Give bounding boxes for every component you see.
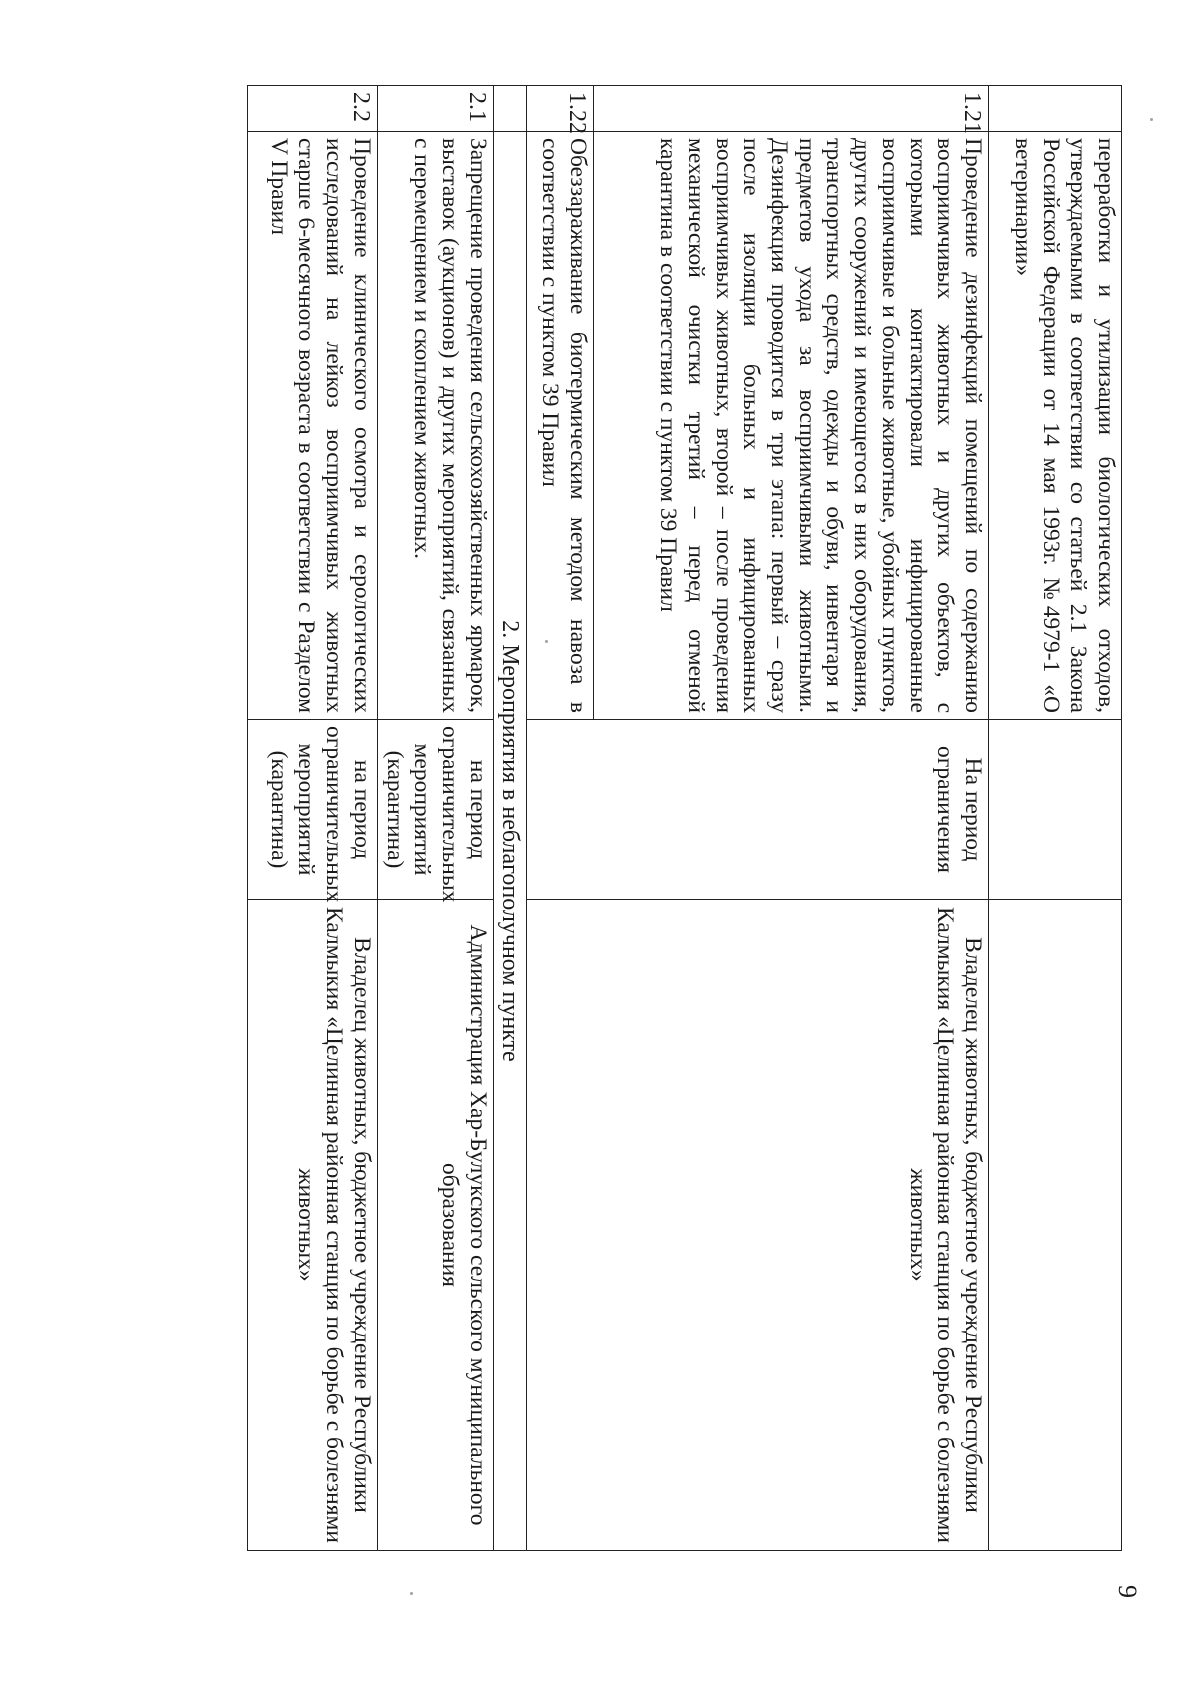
row-number: 1.21: [594, 86, 989, 132]
section-title: 2. Мероприятия в неблагополучном пункте: [493, 132, 526, 1551]
responsible-cell: Администрация Хар-Булукского сельского муниципального образования: [377, 900, 493, 1551]
activity-cell: Проведение клинического осмотра и серологических исследований на лейкоз восприимчивых животных старше 6-месячного возраста в соответствии с Разделом V Правил: [247, 132, 377, 720]
term-cell: на период ограничительных мероприятий (карантина): [247, 720, 377, 900]
activity-cell: переработки и утилизации биологических отходов, утверждаемыми в соответствии со статьей 2.1 Закона Российской Федерации от 14 мая 1993г. №4979-1 «О ветеринарии»: [989, 132, 1122, 720]
section-row: [493, 86, 526, 1551]
scan-speck: [545, 640, 548, 643]
activity-cell: Запрещение проведения сельскохозяйственных ярмарок, выставок (аукционов) и других мероприятий, связанных с перемещением и скоплением животных.: [377, 132, 493, 720]
row-number: 2.2: [247, 86, 377, 132]
scan-speck: [410, 1592, 413, 1595]
section-number-cell: [493, 86, 526, 132]
row-number: 1.22: [527, 86, 594, 132]
term-cell: на период ограничительных мероприятий (карантина): [377, 720, 493, 900]
table-row: [377, 86, 493, 1551]
term-cell: [989, 720, 1122, 900]
row-number: 2.1: [377, 86, 493, 132]
activity-cell: Обеззараживание биотермическим методом навоза в соответствии с пунктом 39 Правил: [527, 132, 594, 720]
table-row: [594, 86, 989, 1551]
scan-speck: [1150, 118, 1153, 121]
measures-table: [247, 85, 1122, 1551]
responsible-cell: Владелец животных, бюджетное учреждение Республики Калмыкия «Целинная районная станция по борьбе с болезнями животных»: [527, 900, 989, 1551]
page-number: 9: [1113, 1585, 1142, 1598]
table-row: [247, 86, 377, 1551]
activity-cell: Проведение дезинфекций помещений по содержанию восприимчивых животных и других объектов, с которыми контактировали инфицированные восприимчивые и больные животные, убойных пунктов, других сооружений и имеющегося в них оборудования, транспортных средств, одежды и обуви, инвентаря и предметов ухода за восприимчивыми животными. Дезинфекция проводится в три этапа: первый – сразу после изоляции больных и инфицированных восприимчивых животных, второй – после проведения механической очистки третий – перед отменой карантина в соответствии с пунктом 39 Правил: [594, 132, 989, 720]
row-number: [989, 86, 1122, 132]
responsible-cell: [989, 900, 1122, 1551]
responsible-cell: Владелец животных, бюджетное учреждение Республики Калмыкия «Целинная районная станция по борьбе с болезнями животных»: [247, 900, 377, 1551]
table-row: [989, 86, 1122, 1551]
term-cell: На период ограничения: [527, 720, 989, 900]
